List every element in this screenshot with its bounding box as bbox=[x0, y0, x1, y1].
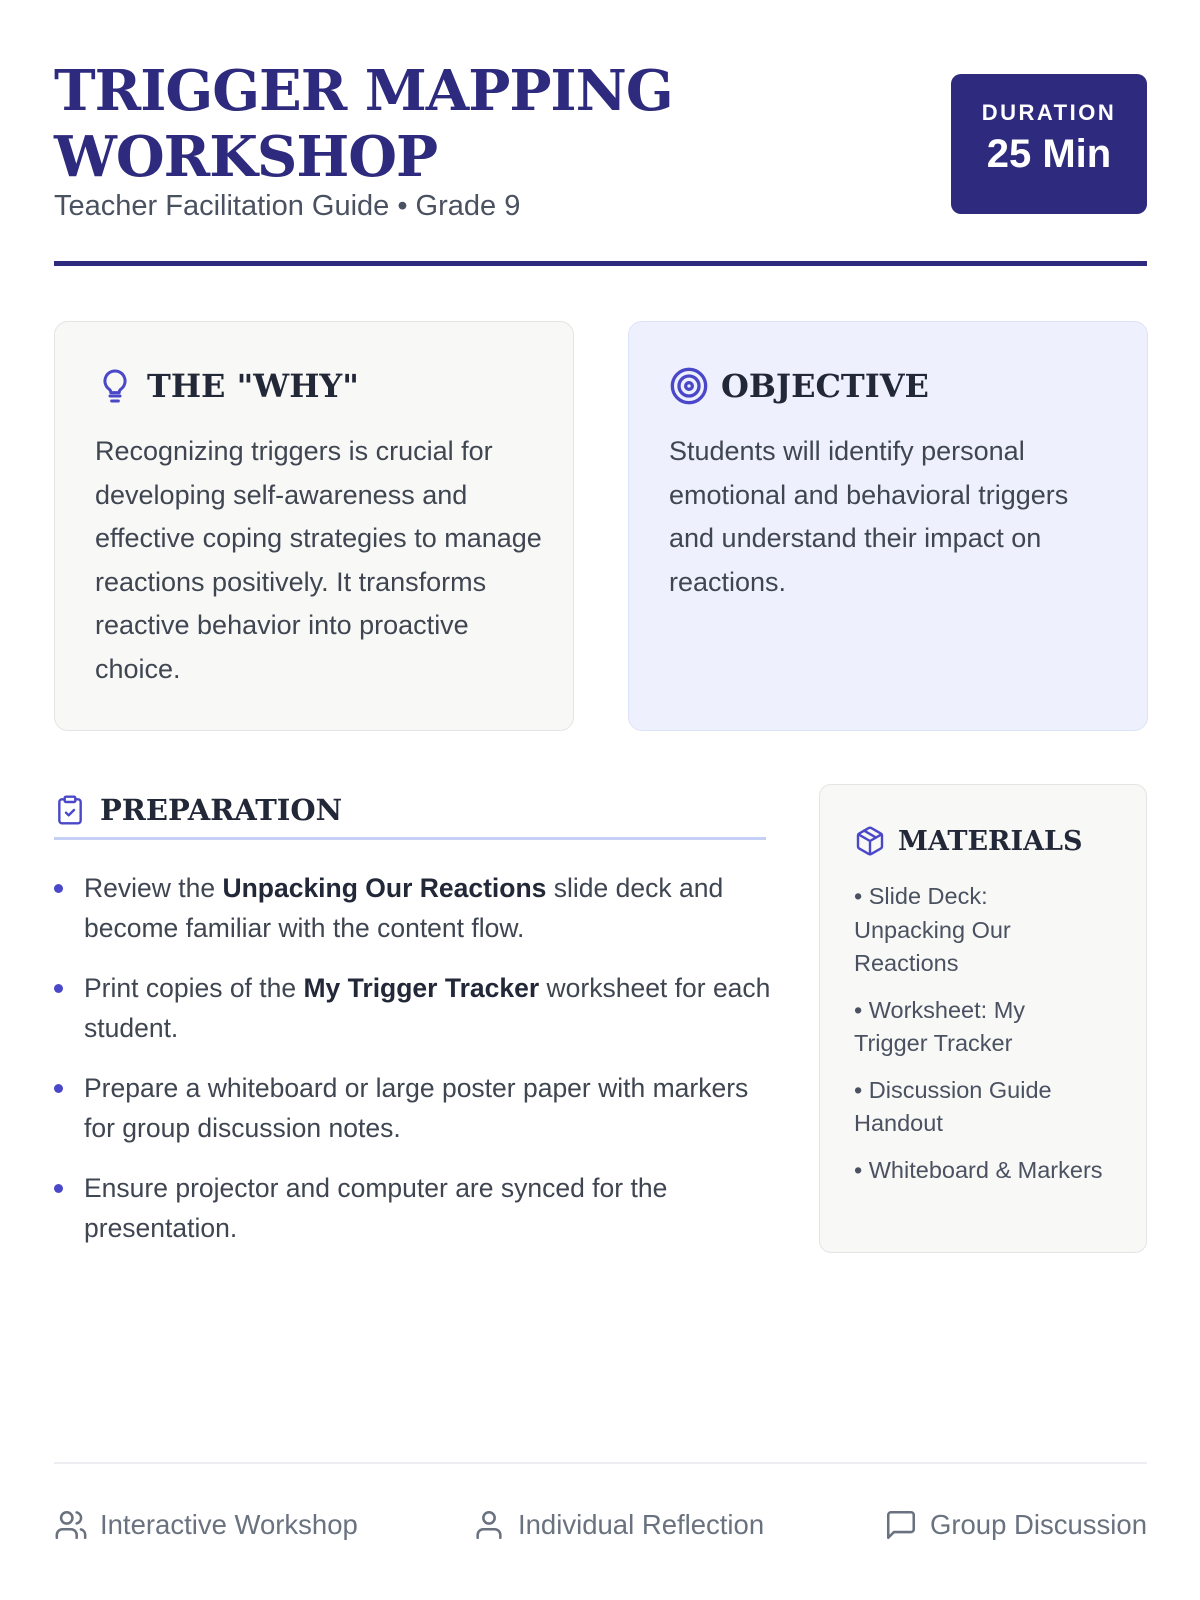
preparation-header bbox=[54, 790, 342, 830]
duration-label: DURATION bbox=[981, 100, 1117, 125]
materials-header bbox=[854, 823, 1083, 859]
materials-list bbox=[854, 880, 1104, 1200]
objective-card-title: OBJECTIVE bbox=[721, 367, 929, 405]
list-item: • Worksheet: My Trigger Tracker bbox=[854, 996, 1026, 1056]
target-icon bbox=[669, 366, 709, 406]
footer-item-individual-reflection bbox=[472, 1505, 764, 1545]
materials-title: MATERIALS bbox=[898, 825, 1083, 857]
materials-card bbox=[819, 784, 1147, 1253]
list-item bbox=[54, 968, 774, 1048]
why-card-header bbox=[95, 366, 359, 406]
list-item-text: Ensure projector and computer are synced for the presentation. bbox=[84, 1173, 668, 1243]
clipboard-check-icon bbox=[54, 793, 86, 827]
preparation-divider bbox=[54, 837, 766, 840]
user-icon bbox=[472, 1508, 506, 1542]
message-square-icon bbox=[884, 1508, 918, 1542]
list-item bbox=[54, 868, 774, 948]
objective-card-body: Students will identify personal emotional and behavioral triggers and understand their impact on reactions. bbox=[669, 436, 1069, 597]
objective-card bbox=[628, 321, 1148, 731]
why-card-body: Recognizing triggers is crucial for developing self-awareness and effective coping strategies to manage reactions positively. It transforms reactive behavior into proactive choice. bbox=[95, 436, 542, 684]
list-item-text: slide deck and become familiar with the content flow. bbox=[84, 873, 724, 943]
list-item-text: worksheet for each student. bbox=[84, 973, 771, 1043]
list-item: • Whiteboard & Markers bbox=[854, 1156, 1103, 1183]
duration-value: 25 Min bbox=[986, 132, 1112, 176]
page-subtitle: Teacher Facilitation Guide • Grade 9 bbox=[54, 190, 521, 222]
lightbulb-icon bbox=[95, 366, 135, 406]
footer-item-group-discussion bbox=[884, 1505, 1147, 1545]
title-line-1: TRIGGER MAPPING bbox=[54, 58, 673, 124]
preparation-list bbox=[54, 868, 774, 1268]
users-icon bbox=[54, 1508, 88, 1542]
package-icon bbox=[854, 825, 886, 857]
list-item bbox=[54, 1168, 774, 1248]
preparation-title: PREPARATION bbox=[100, 793, 343, 827]
why-card bbox=[54, 321, 574, 731]
list-item-emphasis: My Trigger Tracker bbox=[303, 973, 540, 1003]
list-item-text: Print copies of the bbox=[84, 973, 304, 1003]
list-item bbox=[54, 1068, 774, 1148]
header-divider bbox=[54, 261, 1147, 266]
footer-item-label: Individual Reflection bbox=[518, 1509, 765, 1540]
list-item-text: Review the bbox=[84, 873, 223, 903]
footer-divider bbox=[54, 1462, 1147, 1464]
list-item-emphasis: Unpacking Our Reactions bbox=[222, 873, 547, 903]
list-item: • Slide Deck: Unpacking Our Reactions bbox=[854, 883, 1011, 976]
title-line-2: WORKSHOP bbox=[54, 124, 438, 190]
list-item-text: Prepare a whiteboard or large poster paper with markers for group discussion notes. bbox=[84, 1073, 749, 1143]
objective-card-header bbox=[669, 366, 929, 406]
why-card-title: THE "WHY" bbox=[147, 367, 359, 405]
footer-item-label: Group Discussion bbox=[929, 1509, 1147, 1540]
page-title bbox=[54, 58, 754, 190]
list-item: • Discussion Guide Handout bbox=[854, 1076, 1052, 1136]
lesson-guide-page bbox=[54, 0, 1147, 1600]
duration-badge bbox=[951, 74, 1147, 214]
footer-item-label: Interactive Workshop bbox=[100, 1509, 358, 1540]
footer-item-interactive-workshop bbox=[54, 1505, 358, 1545]
